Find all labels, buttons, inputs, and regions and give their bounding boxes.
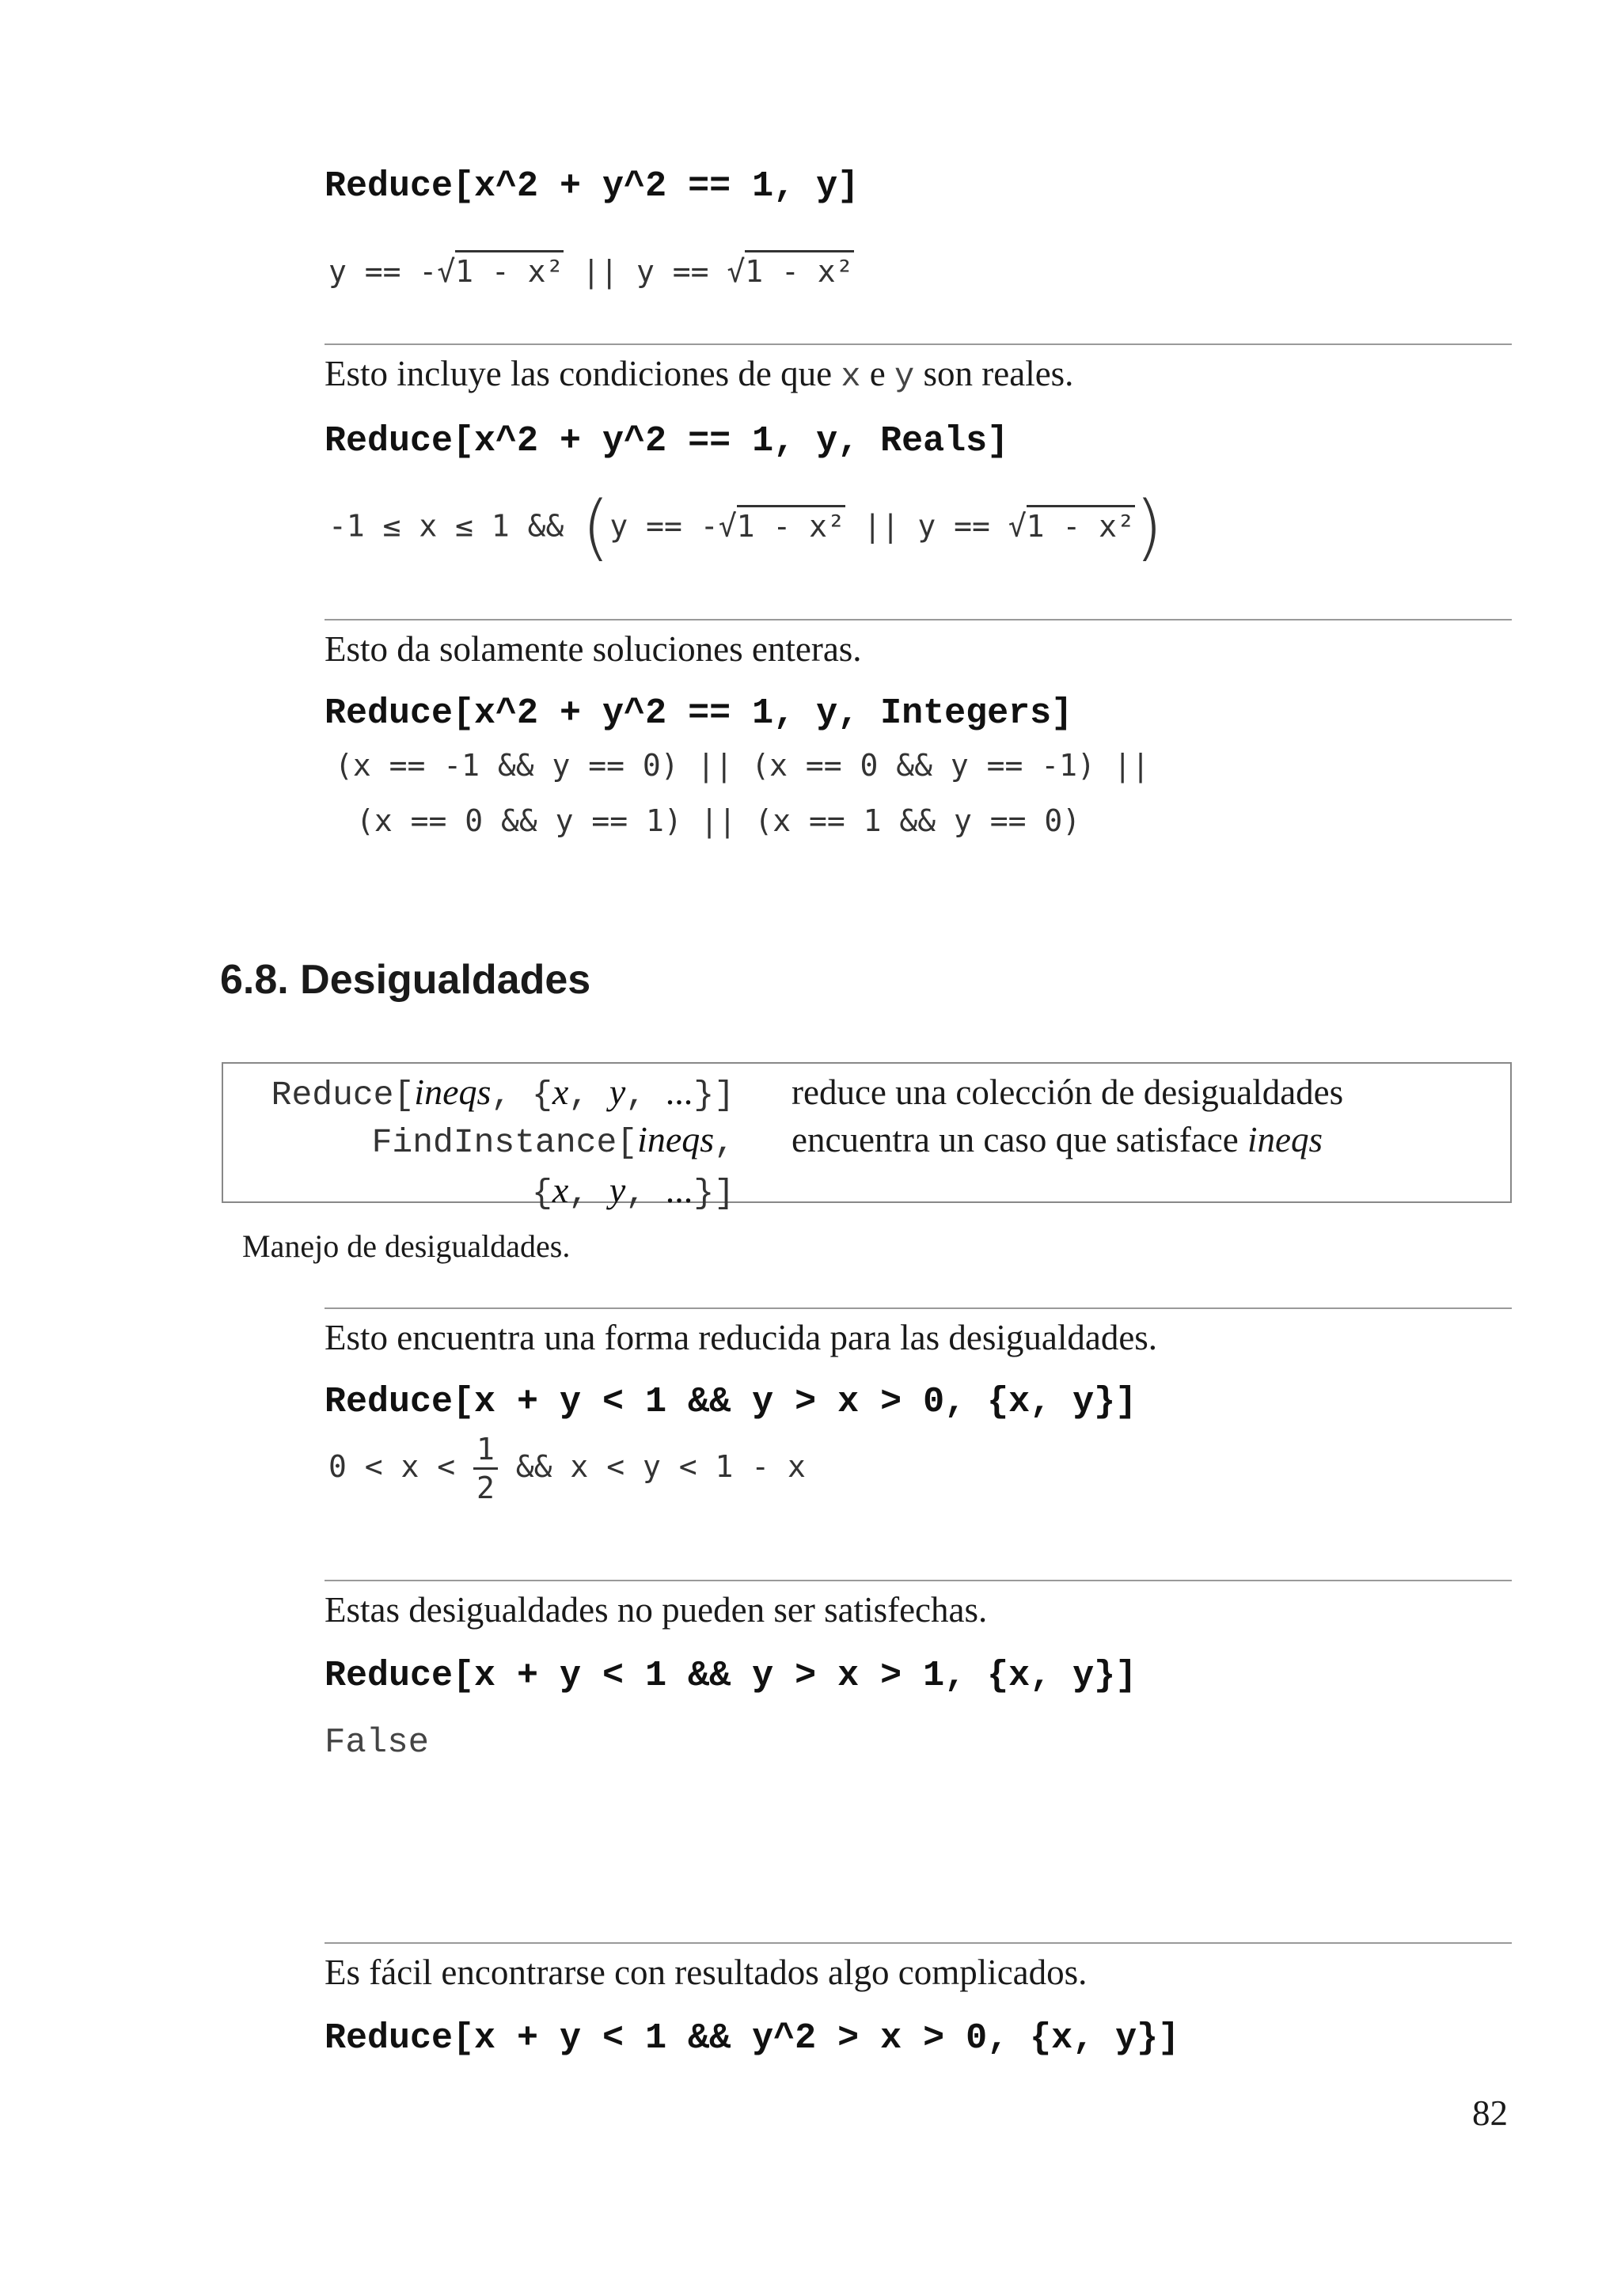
output-text: && x < y < 1 - x (497, 1449, 806, 1484)
function-table (222, 1062, 1512, 1213)
table-row-2-description (792, 1116, 1323, 1163)
sqrt-sign: √ (1008, 508, 1027, 544)
radicand: 1 - x² (737, 505, 845, 544)
sqrt-sign: √ (718, 508, 737, 544)
cell-divider (325, 1942, 1512, 1944)
table-row-2-function (372, 1116, 735, 1217)
text: encuentra un caso que satisface (792, 1120, 1247, 1159)
sqrt-sign: √ (727, 254, 746, 289)
text-cell-6: Es fácil encontrarse con resultados algo complicados. (325, 1953, 1088, 1992)
output-line-1: (x == -1 && y == 0) || (x == 0 && y == -1) || (335, 748, 1150, 783)
code: , (625, 1076, 666, 1114)
code: , (714, 1123, 735, 1162)
text-cell-3: Esto da solamente soluciones enteras. (325, 629, 862, 669)
arg: y (609, 1072, 626, 1112)
output-text: y == - (609, 508, 719, 544)
table-caption: Manejo de desigualdades. (242, 1228, 571, 1264)
code: }] (693, 1174, 735, 1213)
output-text: || y == (845, 508, 1008, 544)
inline-code: y (894, 358, 915, 396)
output-cell-5: False (325, 1723, 430, 1763)
input-cell-3[interactable]: Reduce[x^2 + y^2 == 1, y, Integers] (325, 693, 1073, 734)
text-cell-4: Esto encuentra una forma reducida para las desigualdades. (325, 1318, 1158, 1357)
input-cell-5[interactable]: Reduce[x + y < 1 && y > x > 1, {x, y}] (325, 1656, 1137, 1696)
code: , { (491, 1076, 552, 1114)
cell-divider (325, 1307, 1512, 1309)
output-text: || y == (564, 254, 727, 289)
italic-text: ineqs (1247, 1120, 1323, 1159)
input-cell-2[interactable]: Reduce[x^2 + y^2 == 1, y, Reals] (325, 421, 1009, 461)
arg: x (552, 1072, 569, 1112)
arg: ... (666, 1170, 694, 1210)
arg: ineqs (414, 1072, 492, 1112)
output-cell-1 (328, 252, 854, 291)
output-text: y == - (328, 254, 438, 289)
radicand: 1 - x² (455, 250, 564, 289)
input-cell-6[interactable]: Reduce[x + y < 1 && y^2 > x > 0, {x, y}] (325, 2018, 1180, 2059)
text-cell-2 (325, 350, 1073, 400)
radicand: 1 - x² (745, 250, 853, 289)
text: son reales. (914, 354, 1074, 393)
fraction-denominator: 2 (476, 1471, 495, 1505)
inline-code: x (841, 358, 861, 396)
output-cell-2 (328, 486, 1164, 569)
code: Reduce[ (271, 1076, 415, 1114)
arg: ... (666, 1072, 694, 1112)
output-line-2: (x == 0 && y == 1) || (x == 1 && y == 0) (356, 803, 1081, 838)
code: }] (693, 1076, 735, 1114)
cell-divider (325, 1580, 1512, 1581)
left-paren-icon: ( (582, 486, 610, 569)
code: { (532, 1174, 552, 1213)
cell-divider (325, 619, 1512, 620)
output-text: 0 < x < (328, 1449, 474, 1484)
output-text: -1 ≤ x ≤ 1 && (328, 508, 583, 544)
text-cell-5: Estas desigualdades no pueden ser satisfechas. (325, 1590, 988, 1630)
cell-divider (325, 343, 1512, 345)
code: FindInstance[ (371, 1123, 638, 1162)
code: , (568, 1076, 609, 1114)
page-number: 82 (1472, 2093, 1508, 2133)
text: e (860, 354, 895, 393)
fraction (473, 1431, 498, 1506)
code: , (625, 1174, 666, 1213)
arg: ineqs (637, 1119, 715, 1159)
output-cell-4 (328, 1431, 806, 1506)
code: , (568, 1174, 609, 1213)
text: Esto incluye las condiciones de que (325, 354, 841, 393)
sqrt-sign: √ (437, 254, 456, 289)
section-title: 6.8. Desigualdades (220, 957, 591, 1003)
radicand: 1 - x² (1027, 505, 1135, 544)
arg: x (552, 1170, 569, 1210)
right-paren-icon: ) (1134, 486, 1164, 569)
arg: y (609, 1170, 626, 1210)
fraction-numerator: 1 (473, 1431, 498, 1470)
table-row-1-description: reduce una colección de desigualdades (792, 1072, 1344, 1112)
table-row-1-function (271, 1068, 735, 1119)
input-cell-1[interactable]: Reduce[x^2 + y^2 == 1, y] (325, 166, 860, 207)
input-cell-4[interactable]: Reduce[x + y < 1 && y > x > 0, {x, y}] (325, 1382, 1137, 1422)
